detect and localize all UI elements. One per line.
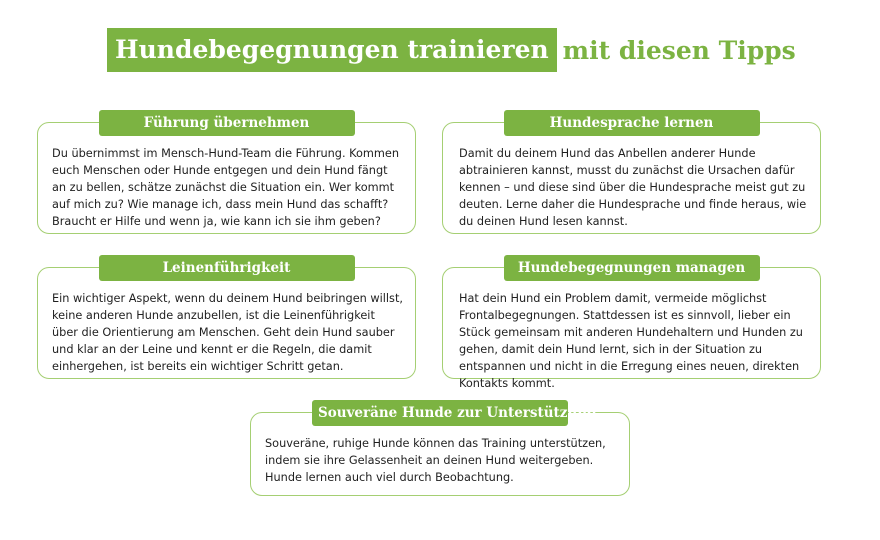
title-highlight: Hundebegegnungen trainieren [107, 28, 557, 72]
card-heading: Leinenführigkeit [99, 255, 355, 281]
card-text: Du übernimmst im Mensch-Hund-Team die Führung. Kommen euch Menschen oder Hunde entgegen und dein Hund fängt an zu bellen, schätze zunächst die Situation ein. Wer kommt auf mich zu? Wie manage ich, dass mein Hund das schafft? Braucht er Hilfe und wenn ja, wie kann ich sie ihm geben? [52, 147, 400, 228]
card-text: Hat dein Hund ein Problem damit, vermeide möglichst Frontalbegegnungen. Stattdessen ist es sinnvoll, lieber ein Stück gemeinsam mit anderen Hundehaltern und Hunden zu gehen, damit dein Hund lernt, sich in der Situation zu entspannen und nicht in die Erregung eines neuen, direkten Kontakts kommt. [459, 292, 803, 390]
tip-card-begegnungen-managen [442, 260, 821, 390]
card-heading: Hundebegegnungen managen [504, 255, 760, 281]
card-text: Souveräne, ruhige Hunde können das Training unterstützen, indem sie ihre Gelassenheit an deinen Hund weitergeben. Hunde lernen auch viel durch Beobachtung. [265, 437, 606, 484]
card-text: Damit du deinem Hund das Anbellen anderer Hunde abtrainieren kannst, musst du zunächst die Ursachen dafür kennen – und diese sind über die Hundesprache meist gut zu deuten. Lerne daher die Hundesprache und finde heraus, wie du deinen Hund lesen kannst. [459, 147, 807, 228]
tip-card-souveraene-hunde [250, 405, 630, 496]
card-heading: Hundesprache lernen [504, 110, 760, 136]
card-text: Ein wichtiger Aspekt, wenn du deinem Hund beibringen willst, keine anderen Hunde anzubellen, ist die Leinenführigkeit über die Orientierung am Menschen. Geht dein Hund sauber und klar an der Leine und kennt er die Regeln, die damit einhergehen, ist bereits ein wichtiger Schritt getan. [52, 292, 403, 373]
tip-card-hundesprache [442, 115, 821, 234]
card-heading: Souveräne Hunde zur Unterstützung [312, 400, 568, 426]
page-title [107, 28, 796, 72]
title-rest: mit diesen Tipps [562, 35, 796, 65]
card-heading: Führung übernehmen [99, 110, 355, 136]
tip-card-fuehrung [37, 115, 416, 234]
tip-card-leinenfuehrigkeit [37, 260, 416, 379]
